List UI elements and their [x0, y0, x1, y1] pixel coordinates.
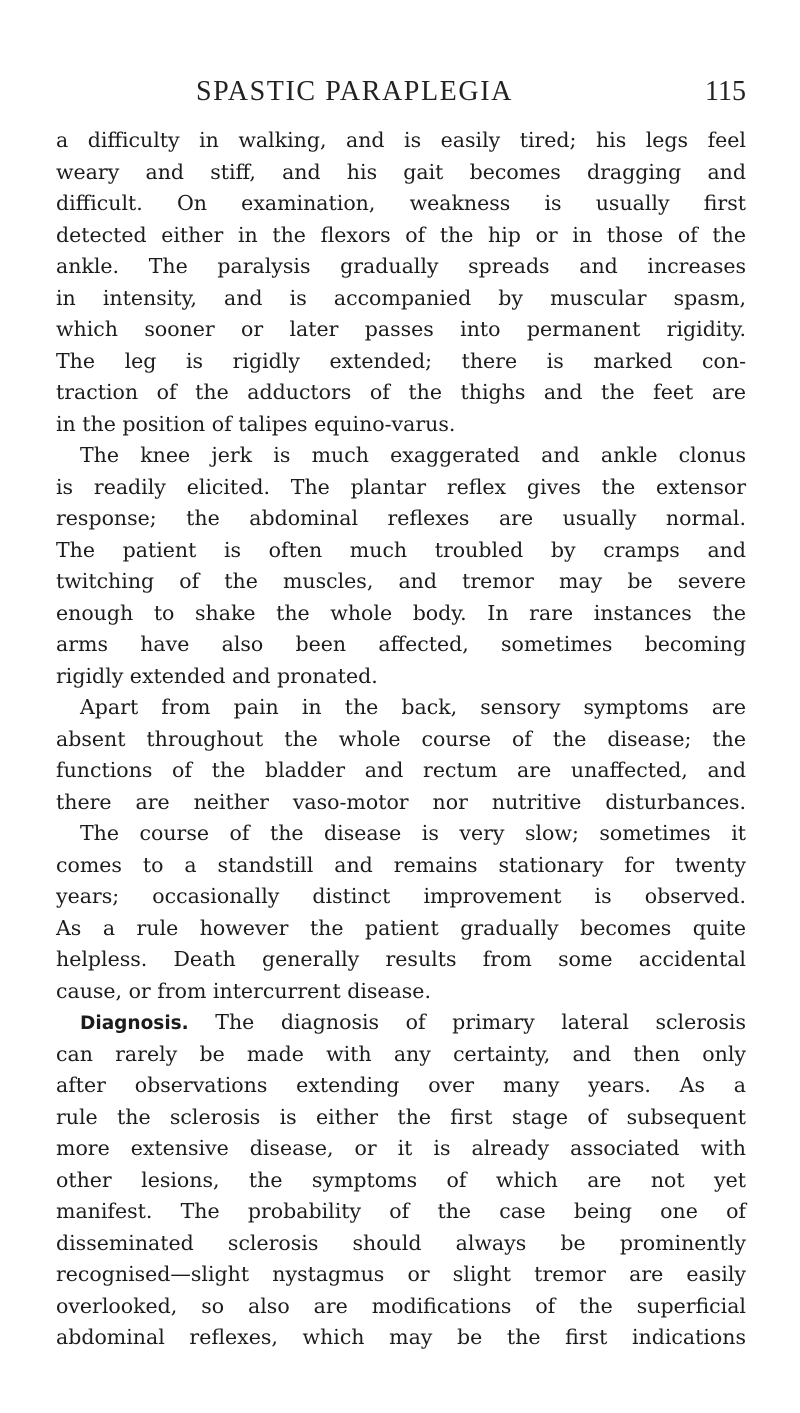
text-line: other lesions, the symptoms of which are not yet	[56, 1167, 746, 1192]
text-line: rigidly extended and pronated.	[56, 663, 378, 688]
page-number: 115	[705, 76, 746, 107]
text-line: years; occasionally distinct improvement is observed.	[56, 884, 746, 908]
text-line: comes to a standstill and remains stationary for twenty	[56, 852, 746, 877]
text-line: As a rule however the patient gradually becomes quite	[56, 915, 746, 940]
text-line: absent throughout the whole course of the disease; the	[56, 726, 746, 751]
text-line: a difficulty in walking, and is easily tired; his legs feel	[56, 128, 746, 152]
text-line: response; the abdominal reflexes are usually normal.	[56, 506, 746, 530]
text-line: recognised—slight nystagmus or slight tremor are easily	[56, 1262, 746, 1286]
body-text	[56, 125, 746, 1354]
text-line: can rarely be made with any certainty, and then only	[56, 1041, 746, 1066]
text-line: traction of the adductors of the thighs and the feet are	[56, 380, 746, 404]
text-line: there are neither vaso-motor nor nutritive disturbances.	[56, 789, 746, 814]
text-line: The patient is often much troubled by cramps and	[56, 537, 746, 562]
text-line: The course of the disease is very slow; sometimes it	[80, 821, 746, 845]
text-line: cause, or from intercurrent disease.	[56, 978, 431, 1003]
page-header	[56, 76, 746, 116]
text-line: in intensity, and is accompanied by muscular spasm,	[56, 285, 746, 310]
text-line: rule the sclerosis is either the first stage of subsequent	[56, 1104, 746, 1129]
text-line: The leg is rigidly extended; there is marked con-	[56, 348, 746, 373]
running-head: SPASTIC PARAPLEGIA	[196, 76, 513, 107]
text-line-diagnosis	[56, 1007, 746, 1039]
text-line: difficult. On examination, weakness is usually first	[56, 191, 746, 215]
text-line: more extensive disease, or it is already associated with	[56, 1136, 746, 1160]
text-line: twitching of the muscles, and tremor may be severe	[56, 569, 746, 593]
diagnosis-sidehead: Diagnosis.	[80, 1013, 189, 1034]
text-line: in the position of talipes equino-varus.	[56, 411, 456, 436]
text-line: is readily elicited. The plantar reflex gives the extensor	[56, 474, 746, 499]
text-line: after observations extending over many years. As a	[56, 1073, 746, 1097]
text-line: overlooked, so also are modifications of the superficial	[56, 1293, 746, 1318]
text-line: weary and stiff, and his gait becomes dragging and	[56, 159, 746, 184]
text-line: enough to shake the whole body. In rare instances the	[56, 600, 746, 625]
text-line: The knee jerk is much exaggerated and ankle clonus	[80, 443, 746, 467]
text-line: disseminated sclerosis should always be prominently	[56, 1230, 746, 1255]
text-line: helpless. Death generally results from some accidental	[56, 947, 746, 971]
text-line: manifest. The probability of the case being one of	[56, 1199, 746, 1223]
text-line: arms have also been affected, sometimes becoming	[56, 632, 746, 656]
text-line: functions of the bladder and rectum are unaffected, and	[56, 758, 746, 782]
text-line: abdominal reflexes, which may be the first indications	[56, 1325, 746, 1349]
diagnosis-first-line: The diagnosis of primary lateral sclerosis	[215, 1010, 746, 1034]
text-line: Apart from pain in the back, sensory symptoms are	[80, 695, 746, 719]
text-line: ankle. The paralysis gradually spreads and increases	[56, 254, 746, 278]
text-line: which sooner or later passes into permanent rigidity.	[56, 317, 746, 341]
text-line: detected either in the flexors of the hip or in those of the	[56, 222, 746, 247]
